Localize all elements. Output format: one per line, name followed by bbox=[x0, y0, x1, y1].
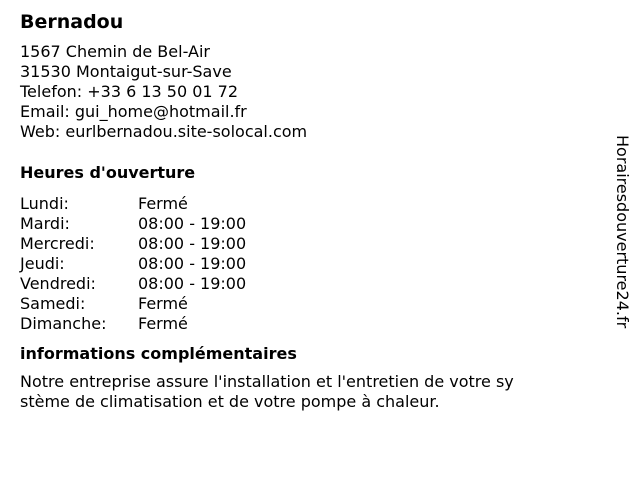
hours-row-wednesday bbox=[20, 234, 246, 254]
hours-row-sunday bbox=[20, 314, 246, 334]
address-city: 31530 Montaigut-sur-Save bbox=[20, 62, 232, 81]
hours-value: 08:00 - 19:00 bbox=[138, 234, 247, 253]
hours-value: Fermé bbox=[138, 194, 188, 213]
day-label: Mardi: bbox=[20, 214, 70, 233]
hours-value: 08:00 - 19:00 bbox=[138, 274, 247, 293]
email-address: Email: gui_home@hotmail.fr bbox=[20, 102, 247, 121]
day-label: Dimanche: bbox=[20, 314, 107, 333]
business-description: Notre entreprise assure l'installation et l'entretien de votre système de climatisation et de votre pompe à chaleur. bbox=[20, 372, 514, 411]
opening-hours-heading: Heures d'ouverture bbox=[20, 163, 196, 182]
hours-row-saturday bbox=[20, 294, 246, 314]
business-name: Bernadou bbox=[20, 11, 124, 33]
opening-hours-table bbox=[20, 194, 246, 334]
contact-block bbox=[20, 42, 600, 142]
hours-value: 08:00 - 19:00 bbox=[138, 214, 247, 233]
website: Web: eurlbernadou.site-solocal.com bbox=[20, 122, 308, 141]
address-street: 1567 Chemin de Bel-Air bbox=[20, 42, 210, 61]
hours-value: 08:00 - 19:00 bbox=[138, 254, 247, 273]
business-card bbox=[20, 10, 600, 412]
hours-value: Fermé bbox=[138, 294, 188, 313]
phone-number: Telefon: +33 6 13 50 01 72 bbox=[20, 82, 239, 101]
site-watermark: Horairesdouverture24.fr bbox=[613, 135, 632, 329]
day-label: Lundi: bbox=[20, 194, 69, 213]
day-label: Mercredi: bbox=[20, 234, 95, 253]
day-label: Vendredi: bbox=[20, 274, 96, 293]
day-label: Samedi: bbox=[20, 294, 86, 313]
hours-row-friday bbox=[20, 274, 246, 294]
hours-row-tuesday bbox=[20, 214, 246, 234]
hours-row-monday bbox=[20, 194, 246, 214]
hours-row-thursday bbox=[20, 254, 246, 274]
additional-info-heading: informations complémentaires bbox=[20, 344, 297, 363]
hours-value: Fermé bbox=[138, 314, 188, 333]
day-label: Jeudi: bbox=[20, 254, 65, 273]
